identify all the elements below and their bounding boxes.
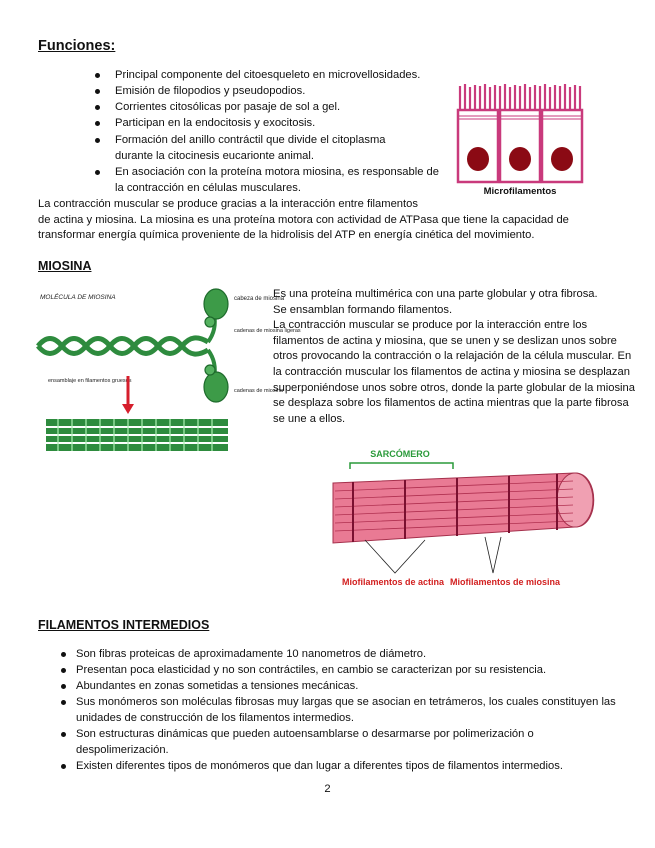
bullet-icon xyxy=(95,105,100,110)
list-item xyxy=(115,165,440,197)
label-actina xyxy=(342,577,445,587)
bullet-icon xyxy=(95,89,100,94)
label-miosina-text: Miofilamentos de miosina xyxy=(449,577,561,587)
list-item-text: Participan en la endocitosis y exocitosis. xyxy=(115,117,316,129)
label-heavy-chains: cadenas de miosina xyxy=(234,388,283,394)
label-assembly: ensamblaje en filamentos gruesos xyxy=(48,378,132,384)
sarcomere-bracket xyxy=(350,463,453,469)
label-actina-text: Miofilamentos de actina xyxy=(341,577,445,587)
list-item-text: Principal componente del citoesqueleto en microvellosidades. xyxy=(115,69,421,81)
funciones-list xyxy=(115,68,445,197)
list-item-text: En asociación con la proteína motora miosina, es responsable de la contracción en células musculares. xyxy=(115,166,440,194)
list-item xyxy=(76,759,616,775)
miosina-text: Es una proteína multimérica con una parte globular y otra fibrosa. Se ensamblan formando filamentos. La contracción muscular se produce por la interacción entre los filamentos de actina y miosina, que se unen y se deslizan unos sobre otros provocando la contracción o la relajación de la célula muscular. En la contracción muscular los filamentos de actina y miosina se desplazan superponiéndose unos sobre otros, donde la parte globular de la miosina se desplaza sobre los filamentos de actina mientras que la parte fibrosa se une a ellos. xyxy=(273,288,635,425)
bullet-icon xyxy=(61,652,66,657)
myosin-molecule-figure xyxy=(38,284,301,454)
list-item xyxy=(115,68,445,84)
bullet-icon xyxy=(61,668,66,673)
label-light-chains: cadenas de miosina ligeras xyxy=(234,328,301,334)
microfilamentos-figure xyxy=(455,82,585,198)
cell xyxy=(458,110,498,182)
list-item-text: Existen diferentes tipos de monómeros que dan lugar a diferentes tipos de filamentos intermedios. xyxy=(76,760,563,772)
bullet-icon xyxy=(95,121,100,126)
myosin-head xyxy=(204,372,228,402)
list-item-text: Son fibras proteicas de aproximadamente 10 nanometros de diámetro. xyxy=(76,648,427,660)
nuclei xyxy=(467,147,573,171)
microvilli xyxy=(460,84,580,110)
list-item-text: Presentan poca elasticidad y no son contráctiles, en cambio se caracterizan por su resistencia. xyxy=(76,664,547,676)
bullet-icon xyxy=(61,684,66,689)
bullet-icon xyxy=(95,170,100,175)
bullet-icon xyxy=(61,700,66,705)
bullet-icon xyxy=(95,138,100,143)
sarcomero-label: SARCÓMERO xyxy=(370,449,430,459)
list-item-text: Sus monómeros son moléculas fibrosas muy largas que se asocian en tetrámeros, los cuales constituyen las unidades de construcción de los filamentos intermedios. xyxy=(76,696,616,724)
cell-row xyxy=(458,110,582,182)
muscle-fiber xyxy=(333,473,594,543)
paragraph-line: transformar energía química proveniente de la hidrolisis del ATP en energía cinética del movimiento. xyxy=(38,229,535,242)
list-item xyxy=(76,727,576,759)
list-item xyxy=(115,116,445,133)
page-number: 2 xyxy=(324,783,331,795)
myosin-tail-helix xyxy=(38,338,208,354)
nucleus xyxy=(551,147,573,171)
figure-title: MOLÉCULA DE MIOSINA xyxy=(40,294,116,301)
pointer-lines xyxy=(365,537,501,573)
paragraph-line: La contracción muscular se produce gracias a la interacción entre filamentos xyxy=(38,198,418,210)
list-item xyxy=(76,695,616,727)
miosina-heading: MIOSINA xyxy=(38,259,92,273)
funciones-heading: Funciones: xyxy=(38,38,116,54)
bullet-icon xyxy=(61,732,66,737)
intermedios-list xyxy=(76,647,616,775)
list-item xyxy=(76,663,616,679)
figure-caption: Microfilamentos xyxy=(483,186,557,197)
label-miosina xyxy=(450,577,561,587)
myosin-heads xyxy=(204,289,228,402)
nucleus xyxy=(467,147,489,171)
list-item-text: Abundantes en zonas sometidas a tensiones mecánicas. xyxy=(76,680,359,692)
list-item xyxy=(76,679,616,695)
list-item-text: Corrientes citosólicas por pasaje de sol a gel. xyxy=(115,101,341,113)
list-item xyxy=(115,133,415,165)
list-item xyxy=(115,100,445,116)
list-item-text: Emisión de filopodios y pseudopodios. xyxy=(115,85,306,97)
bullet-icon xyxy=(61,764,66,769)
bullet-icon xyxy=(95,73,100,78)
list-item xyxy=(76,647,616,663)
thick-filament-bundle xyxy=(46,419,228,451)
cell xyxy=(542,110,582,182)
list-item xyxy=(115,84,445,100)
myosin-head xyxy=(204,289,228,319)
paragraph-line: de actina y miosina. La miosina es una proteína motora con actividad de ATPasa que tiene la capacidad de xyxy=(38,213,569,226)
list-item-text: Son estructuras dinámicas que pueden autoensamblarse o desarmarse por polimerización o despolimerización. xyxy=(76,728,534,756)
cell xyxy=(500,110,540,182)
intermedios-heading: FILAMENTOS INTERMEDIOS xyxy=(38,618,210,632)
sarcomere-figure xyxy=(325,445,610,605)
label-head: cabeza de miosina xyxy=(234,296,285,302)
nucleus xyxy=(509,147,531,171)
list-item-text: Formación del anillo contráctil que divide el citoplasma durante la citocinesis eucarionte animal. xyxy=(115,134,386,162)
funciones-paragraph xyxy=(38,197,638,244)
